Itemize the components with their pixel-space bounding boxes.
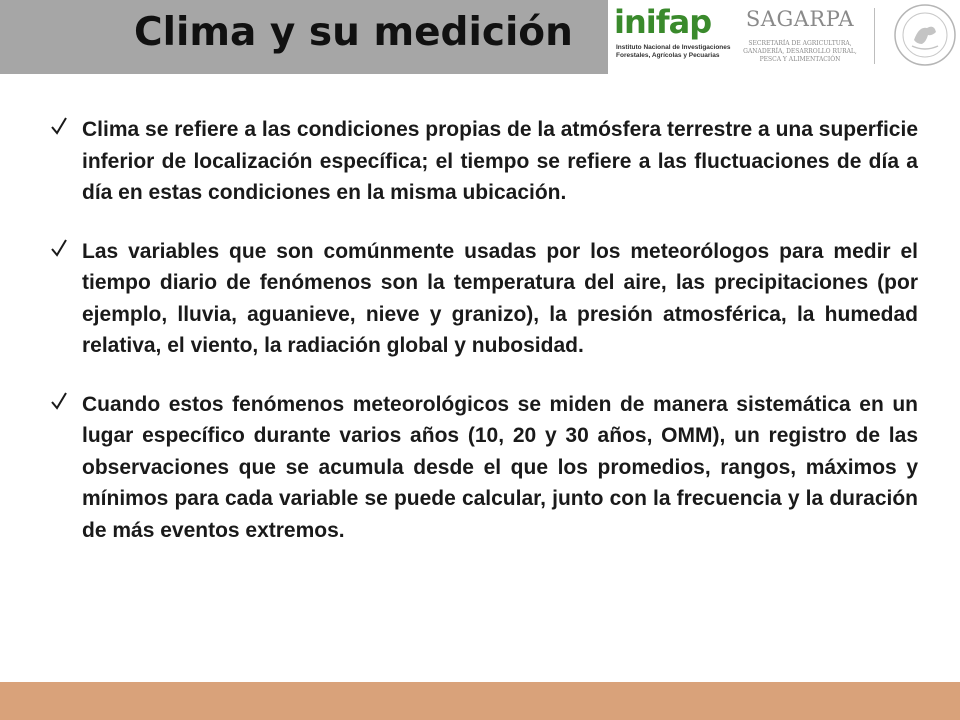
inifap-logo-text: inifap [614,3,712,41]
bullet-list [44,114,918,573]
bullet-text: Clima se refiere a las condiciones propias de la atmósfera terrestre a una superficie inferior de localización específica; el tiempo se refiere a las fluctuaciones de día a día en estas condiciones en la misma ubicación. [82,118,918,204]
title-bar [0,0,608,74]
checkmark-icon [50,115,68,137]
logo-divider [874,8,875,64]
list-item [44,114,918,209]
inifap-logo-subtitle: Instituto Nacional de Investigaciones Forestales, Agrícolas y Pecuarias [616,44,731,59]
slide-title: Clima y su medición [134,10,573,55]
logo-strip [608,0,960,74]
checkmark-icon [50,237,68,259]
sagarpa-logo-text: SAGARPA [745,7,855,31]
list-item [44,389,918,547]
bullet-text: Cuando estos fenómenos meteorológicos se miden de manera sistemática en un lugar específico durante varios años (10, 20 y 30 años, OMM), un registro de las observaciones que se acumula desde el que los promedios, rangos, máximos y mínimos para cada variable se puede calcular, junto con la frecuencia y la duración de más eventos extremos. [82,392,918,542]
footer-bar [0,682,960,720]
inifap-logo [614,4,736,68]
mexico-seal-icon [892,2,958,68]
bullet-text: Las variables que son comúnmente usadas por los meteorólogos para medir el tiempo diario de fenómenos son la temperatura del aire, las precipitaciones (por ejemplo, lluvia, aguanieve, nieve y granizo), la presión atmosférica, la humedad relativa, el viento, la radiación global y nubosidad. [82,239,918,357]
sagarpa-logo-subtitle: SECRETARÍA DE AGRICULTURA, GANADERÍA, DESARROLLO RURAL, PESCA Y ALIMENTACIÓN [743,40,857,63]
list-item [44,236,918,362]
checkmark-icon [50,390,68,412]
sagarpa-logo [738,6,862,70]
